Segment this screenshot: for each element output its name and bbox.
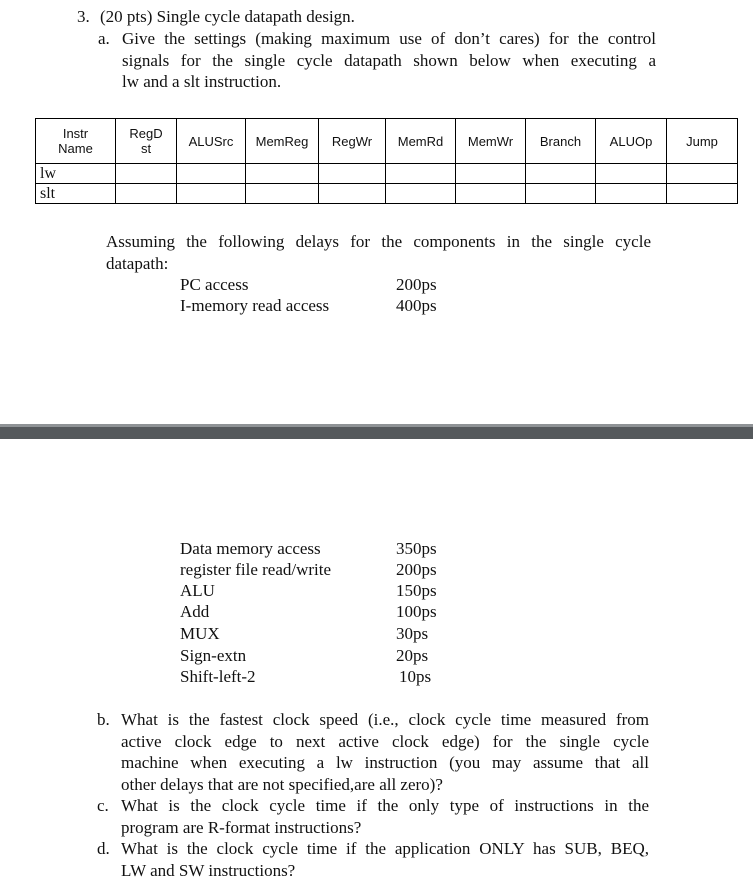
table-cell[interactable]: [177, 184, 246, 204]
table-cell[interactable]: [246, 164, 319, 184]
header-memwr: MemWr: [456, 119, 526, 164]
part-c-line: What is the clock cycle time if the only type of instructions in the: [121, 795, 649, 817]
delay-component: PC access: [180, 274, 248, 296]
table-cell[interactable]: [526, 184, 596, 204]
delay-component: ALU: [180, 580, 215, 602]
table-cell[interactable]: [456, 184, 526, 204]
page-break-divider: [0, 427, 753, 439]
header-memreg: MemReg: [246, 119, 319, 164]
table-cell[interactable]: [386, 164, 456, 184]
delay-component: MUX: [180, 623, 220, 645]
part-d-line: LW and SW instructions?: [121, 860, 649, 881]
header-branch: Branch: [526, 119, 596, 164]
header-instr-name: [36, 119, 116, 164]
delay-value: 150ps: [396, 580, 437, 602]
delay-component: register file read/write: [180, 559, 331, 581]
table-cell[interactable]: [456, 164, 526, 184]
delay-value: 350ps: [396, 538, 437, 560]
header-jump: Jump: [667, 119, 738, 164]
question-header: [77, 6, 677, 28]
table-cell[interactable]: [319, 184, 386, 204]
header-text: Name: [36, 141, 115, 156]
delay-value: 200ps: [396, 559, 437, 581]
part-c-label: c.: [97, 795, 109, 817]
table-cell[interactable]: [116, 164, 177, 184]
part-b-text: [121, 709, 649, 795]
table-cell[interactable]: [177, 164, 246, 184]
header-memrd: MemRd: [386, 119, 456, 164]
part-b-line: other delays that are not specified,are all zero)?: [121, 774, 649, 796]
question-title: (20 pts) Single cycle datapath design.: [100, 7, 355, 26]
header-alusrc: ALUSrc: [177, 119, 246, 164]
assumption-line: datapath:: [106, 253, 651, 275]
delay-component: Shift-left-2: [180, 666, 256, 688]
row-name-cell: slt: [36, 184, 116, 204]
table-cell[interactable]: [116, 184, 177, 204]
header-text: st: [116, 141, 176, 156]
delay-value: 20ps: [396, 645, 428, 667]
header-text: RegD: [116, 126, 176, 141]
table-row: [36, 164, 738, 184]
delay-value: 10ps: [399, 666, 431, 688]
delay-value: 200ps: [396, 274, 437, 296]
delay-value: 100ps: [396, 601, 437, 623]
part-b-line: What is the fastest clock speed (i.e., clock cycle time measured from: [121, 709, 649, 731]
part-a-text: [122, 28, 656, 93]
table-cell[interactable]: [246, 184, 319, 204]
part-a-line: lw and a slt instruction.: [122, 71, 656, 93]
part-b-line: machine when executing a lw instruction (you may assume that all: [121, 752, 649, 774]
delay-value: 30ps: [396, 623, 428, 645]
delay-component: I-memory read access: [180, 295, 329, 317]
part-b-line: active clock edge to next active clock edge) for the single cycle: [121, 731, 649, 753]
table-cell[interactable]: [386, 184, 456, 204]
header-aluop: ALUOp: [596, 119, 667, 164]
header-text: Instr: [36, 126, 115, 141]
control-signals-table: [35, 118, 738, 204]
part-b-label: b.: [97, 709, 110, 731]
part-d-line: What is the clock cycle time if the application ONLY has SUB, BEQ,: [121, 838, 649, 860]
part-a-label: a.: [98, 28, 110, 50]
part-d-label: d.: [97, 838, 110, 860]
table-cell[interactable]: [596, 164, 667, 184]
table-cell[interactable]: [526, 164, 596, 184]
header-regdst: [116, 119, 177, 164]
delay-component: Data memory access: [180, 538, 321, 560]
table-cell[interactable]: [319, 164, 386, 184]
table-header-row: [36, 119, 738, 164]
part-c-text: [121, 795, 649, 838]
table-cell[interactable]: [596, 184, 667, 204]
table-cell[interactable]: [667, 184, 738, 204]
row-name-cell: lw: [36, 164, 116, 184]
delay-component: Add: [180, 601, 209, 623]
header-regwr: RegWr: [319, 119, 386, 164]
part-a-line: Give the settings (making maximum use of don’t cares) for the control: [122, 28, 656, 50]
assumption-line: Assuming the following delays for the components in the single cycle: [106, 231, 651, 253]
part-c-line: program are R-format instructions?: [121, 817, 649, 839]
question-number: 3.: [77, 7, 90, 26]
part-d-text: [121, 838, 649, 881]
part-a-line: signals for the single cycle datapath shown below when executing a: [122, 50, 656, 72]
assumption-text: [106, 231, 651, 274]
delay-component: Sign-extn: [180, 645, 246, 667]
delay-value: 400ps: [396, 295, 437, 317]
table-row: [36, 184, 738, 204]
table-cell[interactable]: [667, 164, 738, 184]
